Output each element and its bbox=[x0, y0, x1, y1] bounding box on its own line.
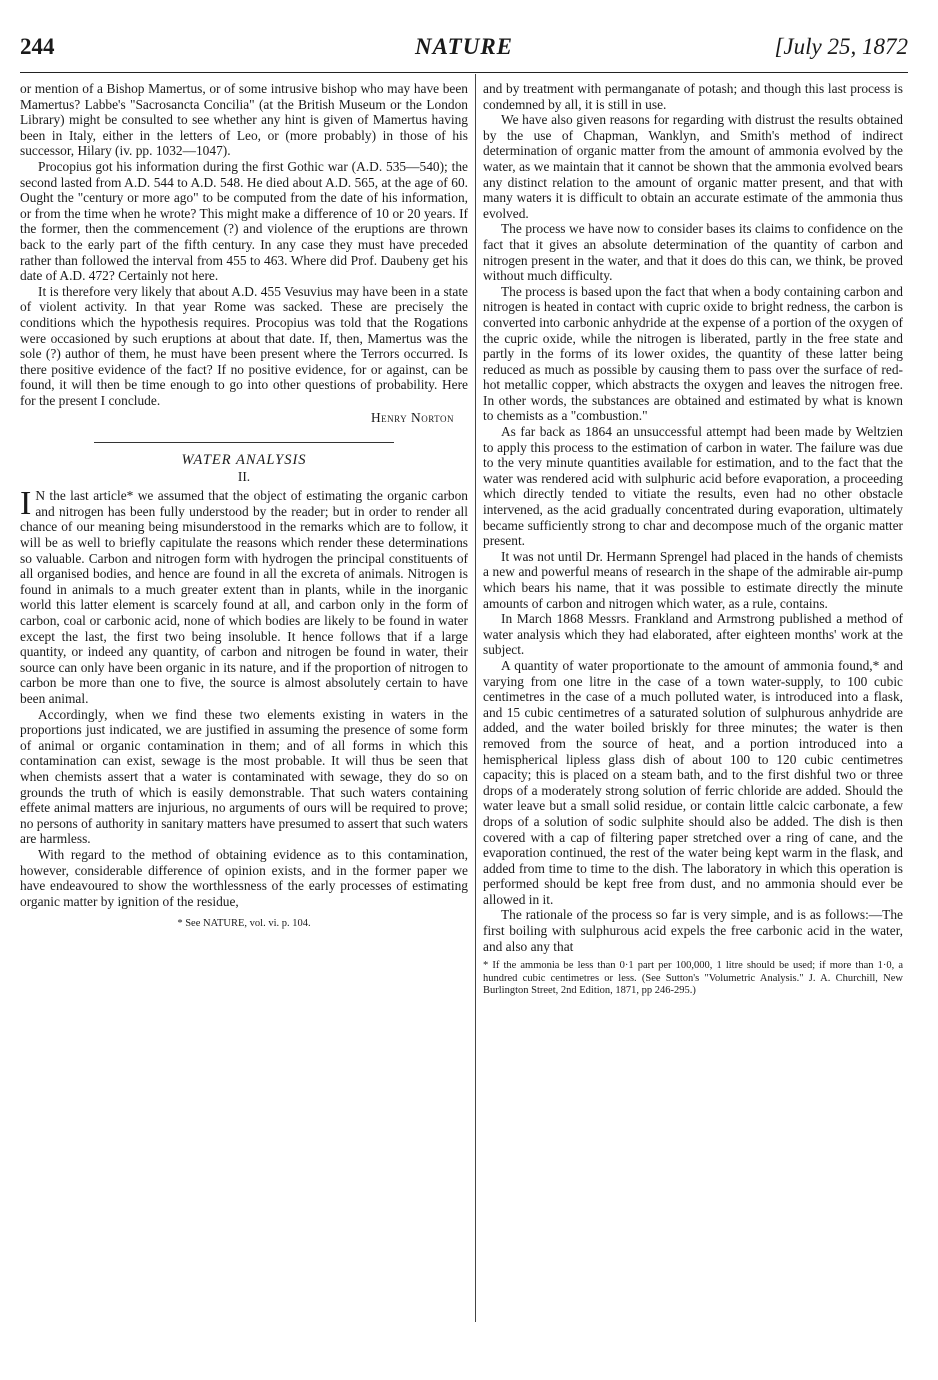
footnote: * See NATURE, vol. vi. p. 104. bbox=[177, 918, 311, 930]
left-column bbox=[20, 81, 468, 930]
page-number: 244 bbox=[20, 34, 55, 59]
article-part: II. bbox=[237, 468, 251, 484]
body-paragraph: A quantity of water proportionate to the amount of ammonia found,* and varying from one litre in the case of a town water-supply, to 100 cubic centimetres in the case of a much polluted water, is introduced into a flask, and 15 cubic centimetres of a saturated solution of sulphurous anhydride are added, and the water boiled briskly for three minutes; the water is then removed from the source of heat, and a portion introduced into a hemispherical lipless glass dish of about 100 to 120 cubic centimetres capacity; this is placed on a steam bath, and to the first dishful two or three drops of a moderately strong solution of ferric chloride are added. Should the water leave but a small solid residue, or contain little calcic carbonate, a few drops of a solution of sodic sulphite should also be added. The dish is then covered with a cap of filtering paper stretched over a ring of cane, and the evaporation continued, the rest of the water being kept warm in the flask, and added from time to time to the dish. The laboratory in which this operation is performed should be kept free from dust, and no ammonia should ever be allowed in it. bbox=[483, 657, 903, 907]
body-paragraph: or mention of a Bishop Mamertus, or of some intrusive bishop who may have been Mamertus? Labbe's "Sacrosancta Concilia" (at the British Museum or the London Library) might be consulted to see whether any hint is given of Mamertus having been in Italy, either in the letters of Leo, or (more probably) in those of his successor, Hilary (iv. pp. 1032—1047). bbox=[20, 81, 468, 159]
body-paragraph: With regard to the method of obtaining evidence as to this contamination, however, considerable difference of opinion exists, and in the former paper we have endeavoured to show the worthlessness of the early processes of estimating organic matter by ignition of the residue, bbox=[20, 846, 468, 909]
header-rule bbox=[20, 72, 908, 73]
article-first-paragraph bbox=[20, 485, 468, 706]
section-divider bbox=[94, 442, 394, 443]
footnote: * If the ammonia be less than 0·1 part per 100,000, 1 litre should be used; if more than 1·0, a hundred cubic centimetres or less. (See Sutton's "Volumetric Analysis." J. A. Churchill, New Burlington Street, 2nd Edition, 1871, pp 246-295.) bbox=[483, 960, 903, 997]
drop-cap: I bbox=[20, 485, 32, 523]
body-paragraph: Accordingly, when we find these two elements existing in waters in the proportions just indicated, we are justified in assuming the presence of some form of animal or organic contamination in them; and of all forms in which this contamination can exist, sewage is the most probable. It will thus be seen that when chemists assert that a water is contaminated with sewage, they do so on grounds the truth of which is easily demonstrable. That such waters containing effete animal matters are injurious, no arguments of ours will be required to prove; no persons of authority in sanitary matters have presumed to assert that such waters are harmless. bbox=[20, 706, 468, 847]
article-title: WATER ANALYSIS bbox=[181, 452, 307, 469]
body-paragraph: It was not until Dr. Hermann Sprengel had placed in the hands of chemists a new and powerful means of research in the shape of the admirable air-pump which bears his name, that it was possible to estimate directly the minute amounts of carbon and nitrogen which water, as a rule, contains. bbox=[483, 548, 903, 611]
body-paragraph: In March 1868 Messrs. Frankland and Armstrong published a method of water analysis which they had elaborated, after eighteen months' work at the subject. bbox=[483, 611, 903, 658]
issue-date: [July 25, 1872 bbox=[774, 34, 908, 59]
body-paragraph: As far back as 1864 an unsuccessful attempt had been made by Weltzien to apply this process to the estimation of carbon in water. The failure was due to the very minute quantities available for estimation, and to the fact that the water was rendered acid with sulphuric acid before evaporation, a proceeding which directly tended to vitiate the results, even had no other obstacle intervened, as the acid gradually concentrated during evaporation, ultimately became sufficiently strong to char and decompose much of the organic matter present. bbox=[483, 424, 903, 549]
journal-title: NATURE bbox=[414, 34, 514, 59]
body-paragraph: and by treatment with permanganate of potash; and though this last process is condemned by all, it is still in use. bbox=[483, 81, 903, 112]
page-header bbox=[20, 34, 908, 68]
author-signature: Henry Norton bbox=[371, 410, 454, 426]
body-paragraph: Procopius got his information during the first Gothic war (A.D. 535—540); the second lasted from A.D. 544 to A.D. 548. He died about A.D. 565, at the age of 60. Ought the "century or more ago" to be computed from the date of his information, or from the time when he wrote? This might make a difference of 10 or 20 years. If the former, then the commencement (?) and violence of the eruptions are thrown back to the early part of the fifth century. In any case they must have preceded rather than followed the interval from 455 to 463. Where did Prof. Daubeny get his date of A.D. 472? Certainly not here. bbox=[20, 158, 468, 284]
body-paragraph: The rationale of the process so far is very simple, and is as follows:—The first boiling with sulphurous acid expels the free carbonic acid in the water, and also any that bbox=[483, 907, 903, 954]
body-paragraph: The process is based upon the fact that when a body containing carbon and nitrogen is heated in contact with cupric oxide to bright redness, the carbon is converted into carbonic anhydride at the expense of a portion of the oxygen of the cupric oxide, while the nitrogen is liberated, partly in the free state and partly in the forms of its lower oxides, the quantity of these latter being reduced as much as possible by causing them to pass over the surface of red-hot metallic copper, which abstracts the oxygen and leaves the nitrogen free. In other words, the substances are obtained and estimated by what is known to chemists as a "combustion." bbox=[483, 283, 903, 424]
first-paragraph-text: N the last article* we assumed that the object of estimating the organic carbon and nitrogen has been fully understood by the reader; but in order to render all chance of our meaning being misunderstood in the remarks which are to follow, it will be as well to briefly capitulate the reasons which render these determinations so valuable. Carbon and nitrogen form with hydrogen the principal constituents of all organised bodies, and hence are found in all the excreta of animals. Nitrogen is found in animals to a much greater extent than in plants, while in the inorganic world this latter element is scarcely found at all, and carbon only in the form of carbon, coal or carbonic acid, none of which bodies are likely to be found in water except the last, the first two being insoluble. It hence follows that if a large quantity, or indeed any quantity, of carbon and nitrogen be found in water, their source can only have been organic in its nature, and if the proportion of nitrogen to carbon be more than one to five, the source is almost absolutely certain to have been animal. bbox=[20, 488, 468, 706]
right-column bbox=[483, 81, 903, 998]
body-paragraph: We have also given reasons for regarding with distrust the results obtained by the use of Chapman, Wanklyn, and Smith's method of indirect determination of organic matter from the amount of ammonia evolved by the water, as we maintain that it cannot be shown that the ammonia evolved bears any distinct relation to the amount of organic matter present, and that with many waters it is difficult to obtain an accurate estimate of the ammonia thus evolved. bbox=[483, 112, 903, 221]
column-divider bbox=[475, 74, 476, 1322]
body-paragraph: It is therefore very likely that about A.D. 455 Vesuvius may have been in a state of violent activity. In that year Rome was sacked. These are precisely the conditions which the hypothesis requires. Procopius was told that the Rogations were occasioned by such eruptions at about that date. If, then, Mamertus was the sole (?) author of them, he must have been present where the Terrors occurred. Is there positive evidence of the fact? If no positive evidence, for or against, can be found, it will then be time enough to go into other questions of probability. Here for the present I conclude. bbox=[20, 283, 468, 408]
body-paragraph: The process we have now to consider bases its claims to confidence on the fact that it gives an absolute determination of the quantity of carbon and nitrogen present in the water, and that it does do this can, we think, be proved without much difficulty. bbox=[483, 221, 903, 284]
